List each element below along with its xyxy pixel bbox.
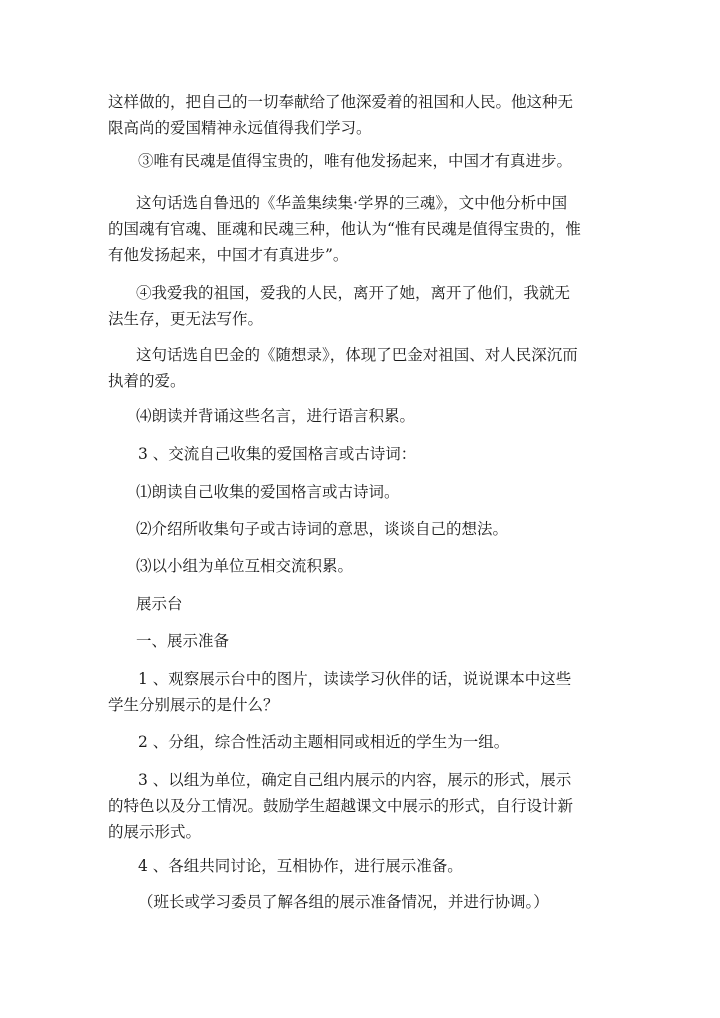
section-title-showcase: 展示台: [136, 595, 183, 613]
paragraph-quote-3: ③唯有民魂是值得宝贵的，唯有他发扬起来，中国才有真进步。: [138, 152, 573, 170]
paragraph-prep-3: 3 、以组为单位，确定自己组内展示的内容，展示的形式，展示的特色以及分工情况。鼓励学生超越课文中展示的形式，自行设计新的展示形式。: [108, 771, 574, 841]
paragraph-note-coordination: （班长或学习委员了解各组的展示准备情况，并进行协调。）: [138, 893, 549, 911]
paragraph-bajin-explanation: 这句话选自巴金的《随想录》，体现了巴金对祖国、对人民深沉而执着的爱。: [108, 346, 578, 390]
section-heading-preparation: 一、展示准备: [136, 632, 230, 650]
paragraph-step-4-recite: ⑷朗读并背诵这些名言，进行语言积累。: [136, 407, 416, 425]
paragraph-step-3-group: ⑶以小组为单位互相交流积累。: [136, 557, 354, 575]
paragraph-section-3-heading: 3 、交流自己收集的爱国格言或古诗词：: [138, 445, 417, 463]
paragraph-luxun-explanation: 这句话选自鲁迅的《华盖集续集·学界的三魂》，文中他分析中国的国魂有官魂、匪魂和民魂三种，他认为“惟有民魂是值得宝贵的，惟有他发扬起来，中国才有真进步”。: [108, 194, 581, 264]
paragraph-step-1-read: ⑴朗读自己收集的爱国格言或古诗词。: [136, 483, 400, 501]
paragraph-patriotic-spirit: 这样做的，把自己的一切奉献给了他深爱着的祖国和人民。他这种无限高尚的爱国精神永远值得我们学习。: [108, 93, 574, 137]
paragraph-prep-4: 4 、各组共同讨论，互相协作，进行展示准备。: [138, 857, 463, 875]
paragraph-prep-1: 1 、观察展示台中的图片，读读学习伙伴的话，说说课本中这些学生分别展示的是什么？: [108, 670, 572, 714]
paragraph-prep-2: 2 、分组，综合性活动主题相同或相近的学生为一组。: [138, 733, 510, 751]
paragraph-quote-4: ④我爱我的祖国，爱我的人民，离开了她，离开了他们，我就无法生存，更无法写作。: [108, 284, 571, 328]
paragraph-step-2-introduce: ⑵介绍所收集句子或古诗词的意思，谈谈自己的想法。: [136, 520, 509, 538]
